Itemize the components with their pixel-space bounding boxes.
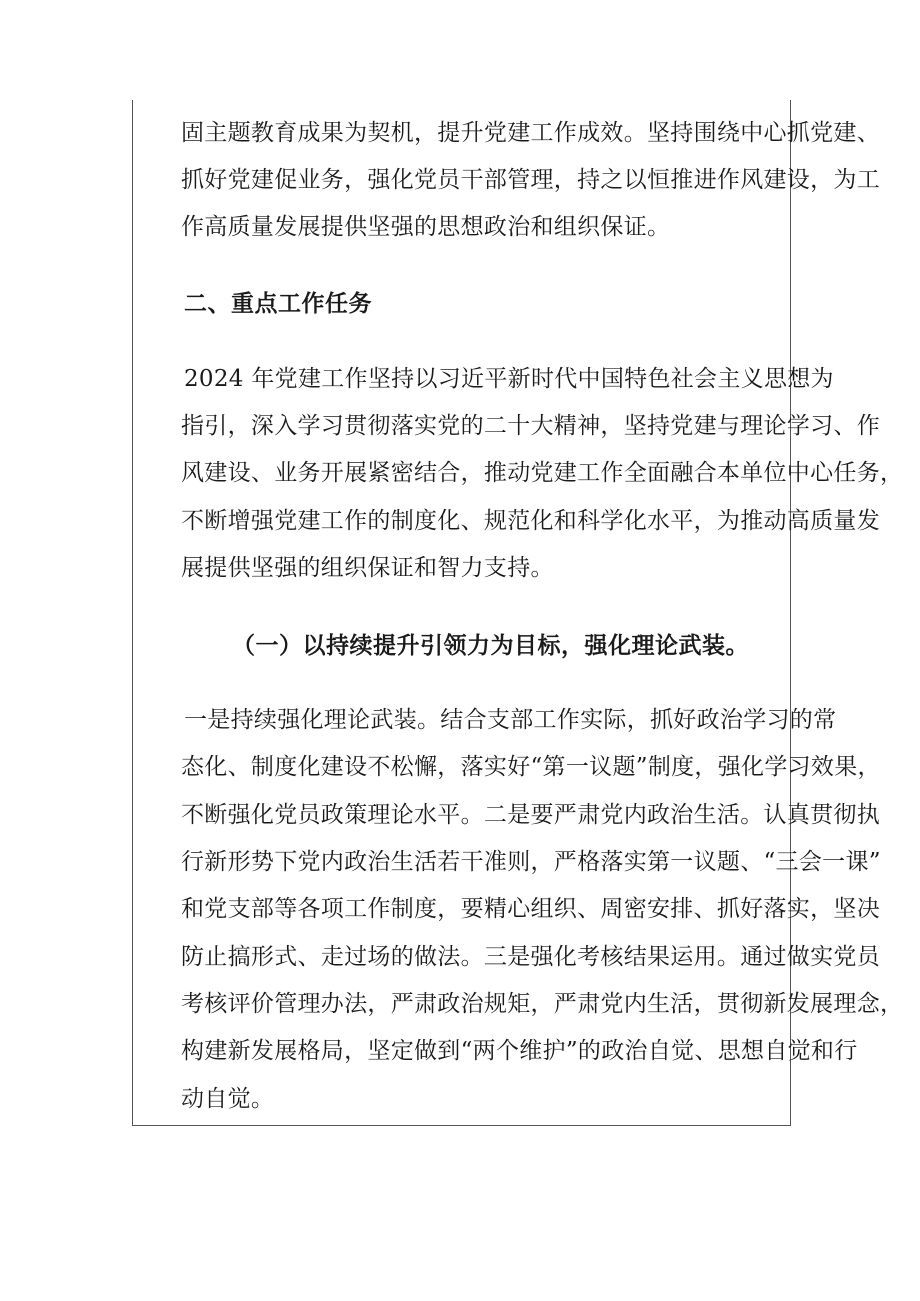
page-frame <box>132 100 791 1126</box>
subsection-line-5: 和党支部等各项工作制度，要精心组织、周密安排、抓好落实，坚决 <box>181 896 880 922</box>
subsection-line-7: 考核评价管理办法，严肃政治规矩，严肃党内生活，贯彻新发展理念， <box>181 991 904 1017</box>
section2-line-1: 2024 年党建工作坚持以习近平新时代中国特色社会主义思想为 <box>184 366 834 392</box>
section2-line-4: 不断增强党建工作的制度化、规范化和科学化水平，为推动高质量发 <box>181 508 880 534</box>
subsection-line-2: 态化、制度化建设不松懈，落实好“第一议题”制度，强化学习效果， <box>181 754 881 780</box>
intro-line-3: 作高质量发展提供坚强的思想政治和组织保证。 <box>181 214 671 240</box>
section-heading: 二、重点工作任务 <box>184 290 372 317</box>
subsection-heading: （一）以持续提升引领力为目标，强化理论武装。 <box>232 632 749 659</box>
section2-line-2: 指引，深入学习贯彻落实党的二十大精神，坚持党建与理论学习、作 <box>181 413 880 439</box>
section2-line-5: 展提供坚强的组织保证和智力支持。 <box>181 555 554 581</box>
intro-line-1: 固主题教育成果为契机，提升党建工作成效。坚持围绕中心抓党建、 <box>181 120 880 146</box>
subsection-line-3: 不断强化党员政策理论水平。二是要严肃党内政治生活。认真贯彻执 <box>181 802 880 828</box>
subsection-line-6: 防止搞形式、走过场的做法。三是强化考核结果运用。通过做实党员 <box>181 944 880 970</box>
subsection-line-1: 一是持续强化理论武装。结合支部工作实际，抓好政治学习的常 <box>184 707 837 733</box>
section2-line-3: 风建设、业务开展紧密结合，推动党建工作全面融合本单位中心任务， <box>181 460 904 486</box>
intro-line-2: 抓好党建促业务，强化党员干部管理，持之以恒推进作风建设，为工 <box>181 167 880 193</box>
subsection-line-4: 行新形势下党内政治生活若干准则，严格落实第一议题、“三会一课” <box>181 849 881 875</box>
subsection-line-9: 动自觉。 <box>181 1086 275 1112</box>
subsection-line-8: 构建新发展格局，坚定做到“两个维护”的政治自觉、思想自觉和行 <box>181 1038 858 1064</box>
